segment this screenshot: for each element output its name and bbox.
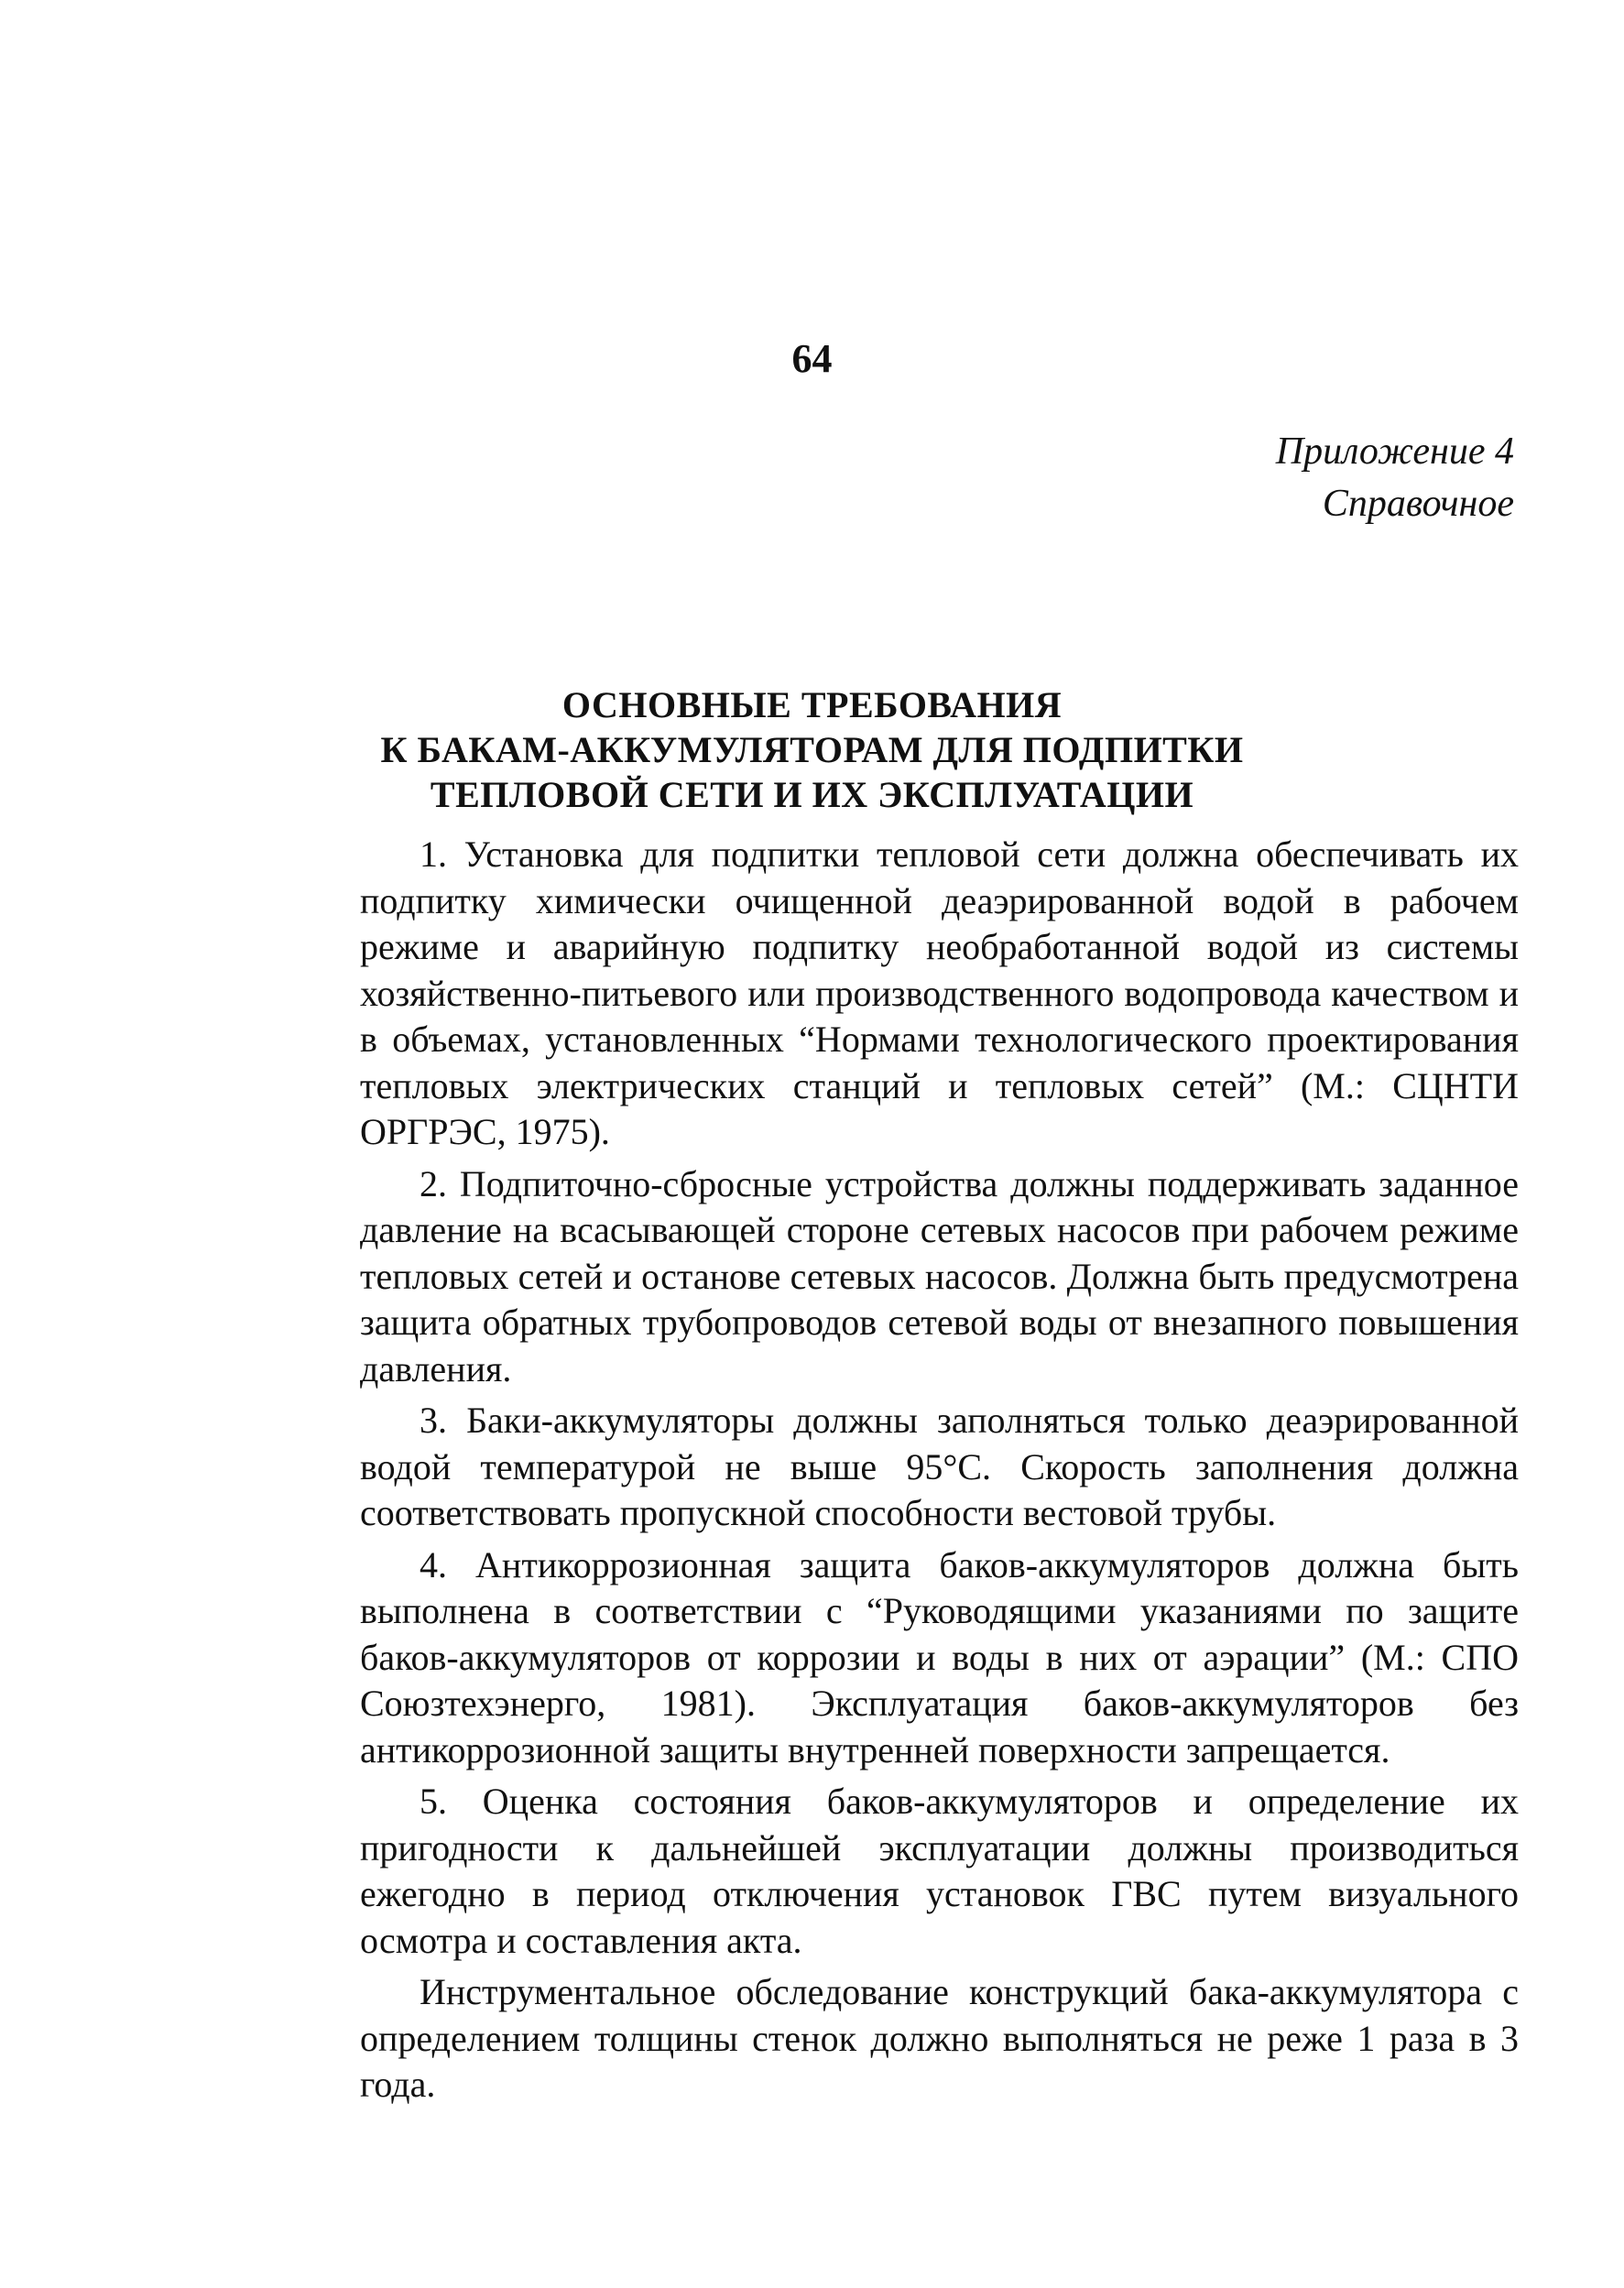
page-number: 64 [791,336,833,381]
paragraph-6: Инструментальное обследование конструкций бака-аккумулятора с определением толщины стенок должно выполняться не реже 1 раза в 3 года. [360,1971,1519,2105]
appendix-number: Приложение 4 [1275,430,1514,473]
paragraph-4: 4. Антикоррозионная защита баков-аккумуляторов должна быть выполнена в соответствии с “Руководящими указаниями по защите баков-аккумуляторов от коррозии и воды в них от аэрации” (М.: СПО Союзтехэнерго, 1981). Эксплуатация баков-аккумуляторов без антикоррозионной защиты внутренней поверхности запрещается. [360,1543,1519,1770]
appendix-label-block [1276,426,1514,530]
title-line-1: ОСНОВНЫЕ ТРЕБОВАНИЯ [561,684,1063,725]
appendix-type: Справочное [1322,483,1514,525]
title-line-2: К БАКАМ-АККУМУЛЯТОРАМ ДЛЯ ПОДПИТКИ [380,729,1244,770]
document-body [360,832,1519,2114]
paragraph-2: 2. Подпиточно-сбросные устройства должны поддерживать заданное давление на всасывающей стороне сетевых насосов при рабочем режиме тепловых сетей и останове сетевых насосов. Должна быть предусмотрена защита обратных трубопроводов сетевой воды от внезапного повышения давления. [360,1162,1519,1389]
paragraph-1: 1. Установка для подпитки тепловой сети должна обеспечивать их подпитку химически очищенной деаэрированной водой в рабочем режиме и аварийную подпитку необработанной водой из системы хозяйственно-питьевого или производственного водопровода качеством и в объемах, установленных “Нормами технологического проектирования тепловых электрических станций и тепловых сетей” (М.: СЦНТИ ОРГРЭС, 1975). [360,833,1519,1152]
paragraph-3: 3. Баки-аккумуляторы должны заполняться только деаэрированной водой температурой не выше 95°С. Скорость заполнения должна соответствовать пропускной способности вестовой трубы. [360,1400,1519,1533]
paragraph-5: 5. Оценка состояния баков-аккумуляторов и определение их пригодности к дальнейшей эксплуатации должны производиться ежегодно в период отключения установок ГВС путем визуального осмотра и составления акта. [360,1781,1519,1961]
title-line-3: ТЕПЛОВОЙ СЕТИ И ИХ ЭКСПЛУАТАЦИИ [430,774,1194,815]
document-title [0,682,1624,817]
